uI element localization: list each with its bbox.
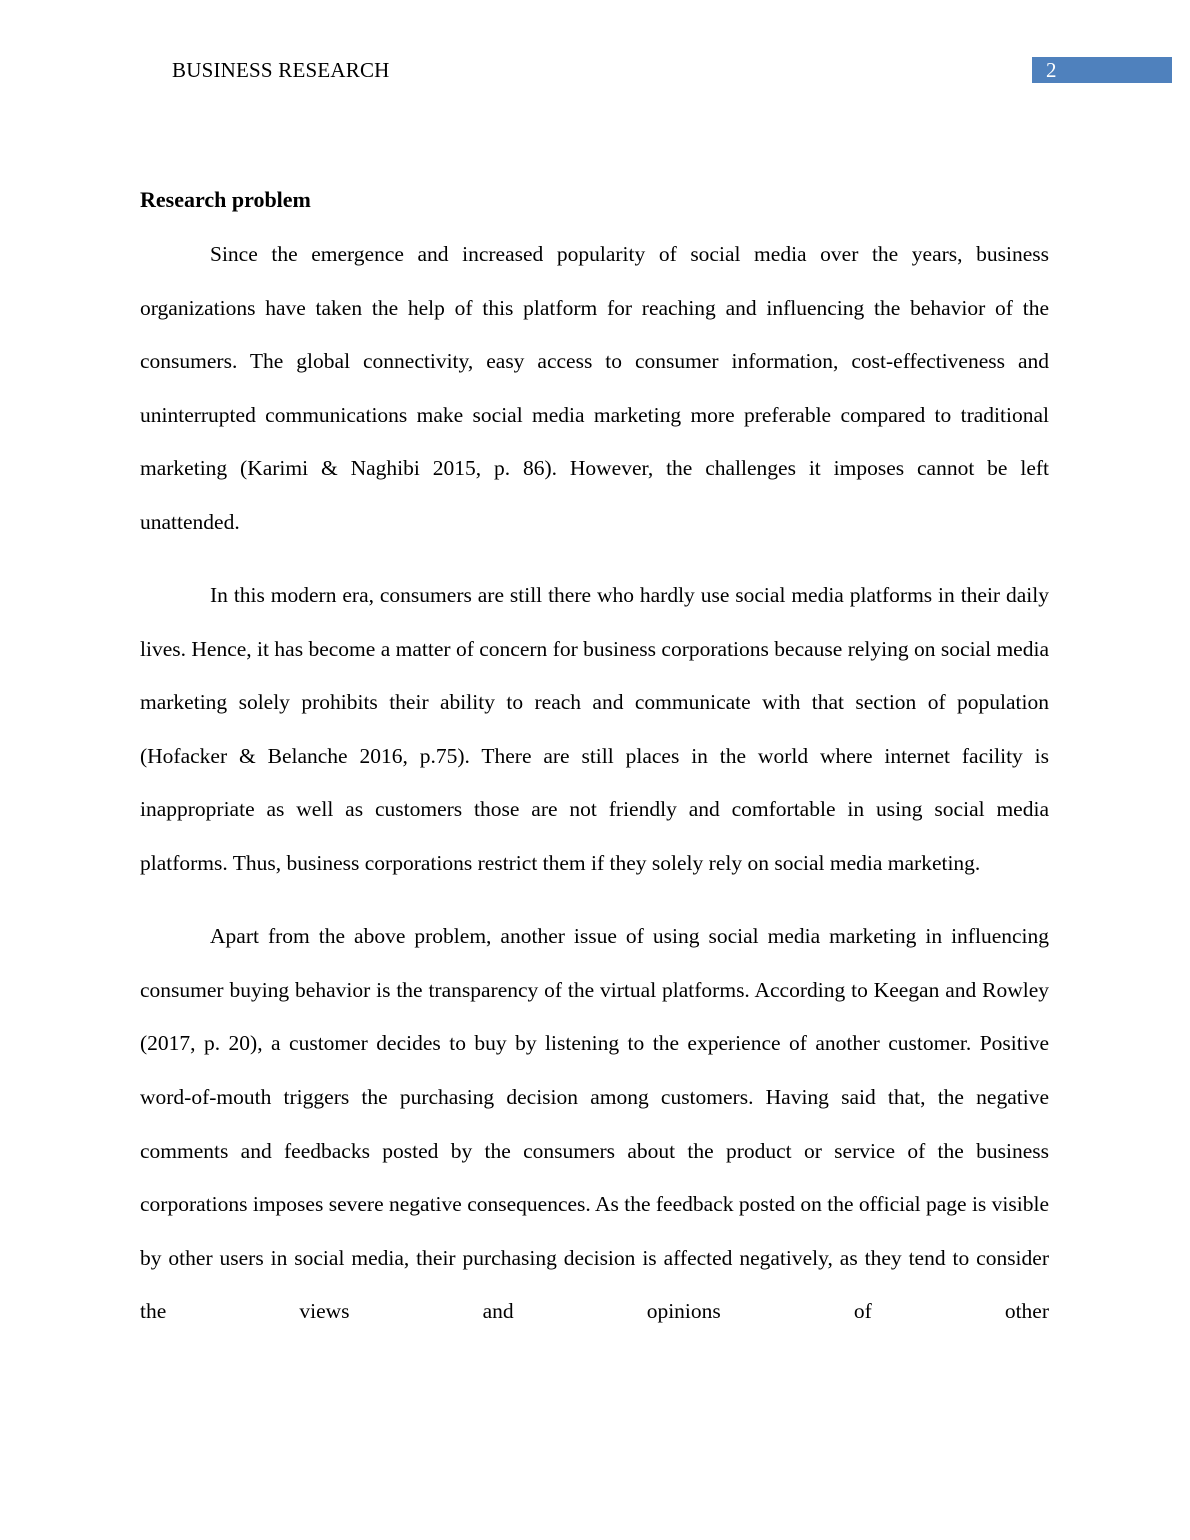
paragraph-1: Since the emergence and increased popularity of social media over the years, business organizations have taken the help of this platform for reaching and influencing the behavior of the consumers. The global connectivity, easy access to consumer information, cost-effectiveness and uninterrupted communications make social media marketing more preferable compared to traditional marketing (Karimi & Naghibi 2015, p. 86). However, the challenges it imposes cannot be left unattended. — [140, 242, 1049, 534]
paragraph-2: In this modern era, consumers are still there who hardly use social media platforms in their daily lives. Hence, it has become a matter of concern for business corporations because relying on social media marketing solely prohibits their ability to reach and communicate with that section of population (Hofacker & Belanche 2016, p.75). There are still places in the world where internet facility is inappropriate as well as customers those are not friendly and comfortable in using social media platforms. Thus, business corporations restrict them if they solely rely on social media marketing. — [140, 583, 1049, 876]
body-text — [140, 228, 1049, 1339]
page-number: 2 — [1046, 58, 1057, 82]
paragraph-3: Apart from the above problem, another issue of using social media marketing in influencing consumer buying behavior is the transparency of the virtual platforms. According to Keegan and Rowley (2017, p. 20), a customer decides to buy by listening to the experience of another customer. Positive word-of-mouth triggers the purchasing decision among customers. Having said that, the negative comments and feedbacks posted by the consumers about the product or service of the business corporations imposes severe negative consequences. As the feedback posted on the official page is visible by other users in social media, their purchasing decision is affected negatively, as they tend to consider the views and opinions of other — [140, 924, 1049, 1324]
page-number-badge — [1032, 57, 1172, 83]
section-heading: Research problem — [140, 187, 311, 212]
running-header-title: BUSINESS RESEARCH — [172, 58, 390, 82]
